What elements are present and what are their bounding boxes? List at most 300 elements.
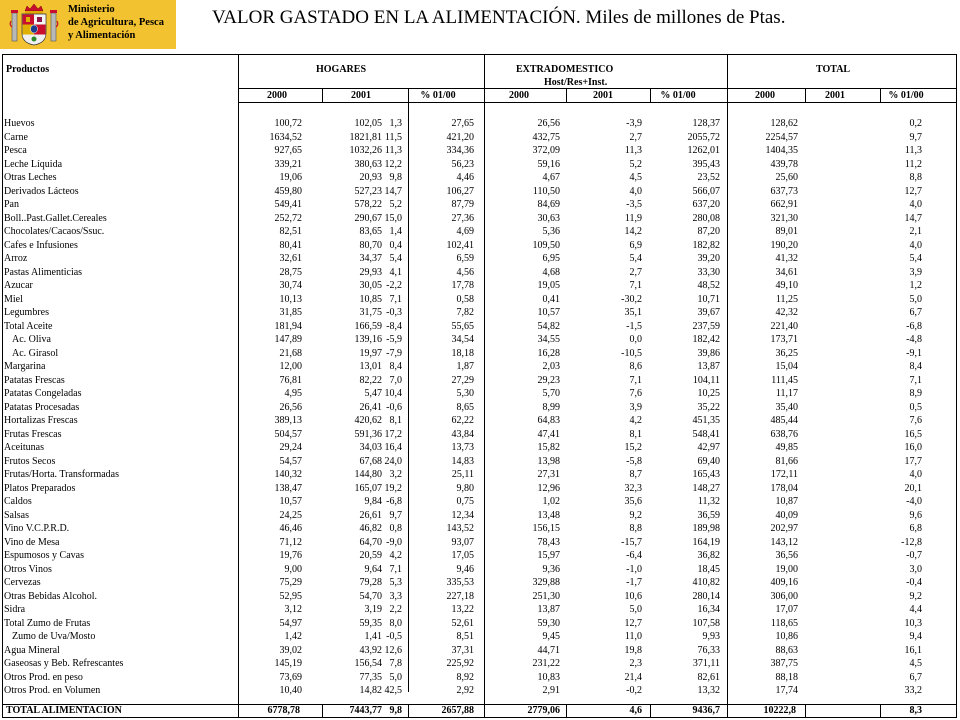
cell-hogares-2000: 100,72	[274, 118, 302, 129]
table-row	[0, 630, 960, 644]
row-product-name: Agua Mineral	[4, 644, 60, 656]
cell-extra-2000: 25,11	[451, 469, 474, 480]
cell-extra-2000: 17,78	[451, 280, 474, 291]
col-header-extra-2000: 2000	[509, 90, 529, 101]
cell-extra-2001: 15,97	[537, 550, 560, 561]
cell-extra-pct: 2,7	[629, 266, 642, 278]
row-product-name: Vino de Mesa	[4, 536, 60, 548]
cell-total-2000: 39,86	[697, 347, 720, 359]
cell-hogares-2001: 54,70	[359, 590, 382, 602]
cell-extra-2000: 9,80	[456, 482, 474, 494]
cell-extra-2001: 13,48	[537, 509, 560, 521]
cell-extra-pct: 5,4	[629, 253, 642, 264]
row-product-name: Platos Preparados	[4, 482, 76, 494]
row-product-name: Pastas Alimenticias	[4, 266, 83, 278]
cell-total-pct: 9,7	[909, 131, 922, 143]
cell-extra-2001: 26,56	[537, 118, 560, 129]
cell-total-pct: 3,0	[909, 563, 922, 575]
cell-total-2001: 41,32	[775, 253, 798, 264]
cell-hogares-2001: 19,97	[359, 347, 382, 359]
cell-hogares-2000: 19,06	[279, 172, 302, 183]
col-header-extra-pct: % 01/00	[660, 90, 696, 101]
cell-extra-2000: 56,23	[451, 158, 474, 170]
table-row	[0, 144, 960, 158]
row-product-name: Otros Prod. en peso	[4, 671, 83, 683]
cell-total-pct: 5,4	[909, 253, 922, 264]
cell-hogares-pct: 9,7	[389, 509, 402, 521]
cell-extra-2000: 6,59	[456, 253, 474, 264]
cell-hogares-2000: 24,25	[279, 509, 302, 521]
cell-extra-2000: 52,61	[451, 617, 474, 629]
cell-total-pct: 4,0	[909, 469, 922, 480]
cell-extra-pct: 8,8	[629, 523, 642, 534]
total-extra-2001: 2779,06	[527, 705, 560, 716]
cell-extra-2001: 329,88	[532, 577, 560, 588]
row-product-name: Legumbres	[4, 307, 49, 318]
cell-total-2001: 19,00	[775, 563, 798, 575]
cell-extra-2001: 5,36	[542, 226, 560, 237]
cell-total-2001: 306,00	[770, 590, 798, 602]
cell-extra-pct: 11,0	[624, 631, 642, 642]
cell-hogares-2000: 252,72	[274, 212, 302, 224]
group-header-extradomestico: EXTRADOMESTICO	[516, 64, 614, 75]
cell-total-2000: 10,71	[697, 293, 720, 305]
cell-hogares-pct: 3,2	[389, 469, 402, 480]
cell-hogares-2001: 43,92	[359, 644, 382, 656]
cell-hogares-pct: 7,1	[389, 293, 402, 305]
cell-extra-2001: 30,63	[537, 212, 560, 224]
cell-total-2000: 280,14	[692, 590, 720, 602]
cell-extra-pct: -15,7	[621, 536, 642, 548]
table-row	[0, 320, 960, 334]
cell-extra-2000: 13,73	[451, 442, 474, 453]
cell-total-pct: 6,8	[909, 523, 922, 534]
cell-extra-pct: -30,2	[621, 293, 642, 305]
column-divider	[805, 88, 806, 102]
cell-hogares-2001: 9,64	[364, 563, 382, 575]
cell-total-2000: 87,20	[697, 226, 720, 237]
cell-total-pct: 33,2	[904, 685, 922, 696]
cell-total-pct: -0,4	[906, 577, 922, 588]
cell-extra-pct: 8,7	[629, 469, 642, 480]
cell-hogares-2001: 34,03	[359, 442, 382, 453]
cell-total-2001: 178,04	[770, 482, 798, 494]
cell-extra-2000: 8,92	[456, 671, 474, 683]
cell-extra-pct: 4,0	[629, 185, 642, 197]
cell-extra-pct: -1,7	[626, 577, 642, 588]
cell-hogares-2000: 76,81	[279, 374, 302, 386]
total-total-2001: 10222,8	[763, 705, 796, 716]
cell-hogares-2000: 73,69	[279, 671, 302, 683]
cell-hogares-2000: 46,46	[279, 523, 302, 534]
cell-total-pct: 7,1	[909, 374, 922, 386]
group-subheader-extradomestico: Host/Res+Inst.	[544, 77, 608, 88]
cell-total-2001: 17,74	[775, 685, 798, 696]
cell-hogares-2000: 31,85	[279, 307, 302, 318]
cell-hogares-2000: 71,12	[279, 536, 302, 548]
cell-hogares-2001: 165,07	[354, 482, 382, 494]
cell-total-2000: 10,25	[697, 388, 720, 399]
ministry-name	[68, 3, 176, 42]
cell-total-2000: 548,41	[692, 428, 720, 440]
cell-hogares-2000: 181,94	[274, 320, 302, 332]
cell-total-2001: 202,97	[770, 523, 798, 534]
cell-extra-2001: 15,82	[537, 442, 560, 453]
row-product-name: Carne	[4, 131, 28, 143]
total-extra-pct: 4,6	[629, 705, 642, 716]
cell-total-2001: 128,62	[770, 118, 798, 129]
cell-total-pct: 4,5	[909, 658, 922, 669]
cell-hogares-pct: 5,4	[389, 253, 402, 264]
cell-hogares-pct: 19,2	[384, 482, 402, 494]
cell-total-2000: 128,37	[692, 118, 720, 129]
cell-total-2000: 1262,01	[687, 145, 720, 156]
cell-extra-2000: 334,36	[446, 145, 474, 156]
cell-total-pct: 4,0	[909, 239, 922, 251]
row-product-name: Ac. Oliva	[12, 334, 51, 345]
row-product-name: Ac. Girasol	[12, 347, 59, 359]
cell-total-2000: 165,43	[692, 469, 720, 480]
cell-extra-pct: 8,1	[629, 428, 642, 440]
cell-hogares-2001: 527,23	[354, 185, 382, 197]
cell-extra-2001: 432,75	[532, 131, 560, 143]
cell-total-2001: 190,20	[770, 239, 798, 251]
cell-extra-pct: -3,9	[626, 118, 642, 129]
cell-hogares-2001: 46,82	[359, 523, 382, 534]
page-title: VALOR GASTADO EN LA ALIMENTACIÓN. Miles de millones de Ptas.	[212, 7, 786, 28]
cell-extra-pct: 11,9	[624, 212, 642, 224]
cell-extra-pct: -5,8	[626, 455, 642, 467]
cell-extra-pct: 7,6	[629, 388, 642, 399]
row-product-name: Frutas Frescas	[4, 428, 62, 440]
cell-extra-2000: 37,31	[451, 644, 474, 656]
table-row	[0, 563, 960, 577]
cell-total-2001: 2254,57	[765, 131, 798, 143]
row-product-name: Otras Bebidas Alcohol.	[4, 590, 98, 602]
cell-hogares-2001: 13,01	[359, 361, 382, 372]
cell-extra-2000: 8,65	[456, 401, 474, 413]
cell-extra-pct: 0,0	[629, 334, 642, 345]
table-row	[0, 158, 960, 172]
cell-hogares-pct: -0,5	[386, 631, 402, 642]
cell-extra-2000: 17,05	[451, 550, 474, 561]
cell-extra-2000: 27,65	[451, 118, 474, 129]
header-rule	[238, 88, 957, 89]
cell-total-2001: 81,66	[775, 455, 798, 467]
cell-hogares-pct: 15,0	[384, 212, 402, 224]
table-row	[0, 414, 960, 428]
table-row	[0, 482, 960, 496]
cell-extra-2001: 29,23	[537, 374, 560, 386]
cell-hogares-pct: 4,2	[389, 550, 402, 561]
cell-total-2000: 107,58	[692, 617, 720, 629]
cell-total-2000: 371,11	[692, 658, 720, 669]
row-product-name: Margarina	[4, 361, 46, 372]
table-row	[0, 657, 960, 671]
cell-hogares-pct: 14,7	[384, 185, 402, 197]
ministry-line-3: y Alimentación	[68, 30, 136, 41]
cell-hogares-pct: 8,0	[389, 617, 402, 629]
cell-hogares-2000: 29,24	[279, 442, 302, 453]
cell-total-2001: 321,30	[770, 212, 798, 224]
cell-extra-2000: 421,20	[446, 131, 474, 143]
cell-extra-2000: 143,52	[446, 523, 474, 534]
cell-total-2001: 88,18	[775, 671, 798, 683]
cell-extra-2001: 12,96	[537, 482, 560, 494]
cell-extra-pct: 12,7	[624, 617, 642, 629]
cell-hogares-pct: 8,1	[389, 415, 402, 426]
cell-total-2000: 33,30	[697, 266, 720, 278]
cell-total-2001: 409,16	[770, 577, 798, 588]
table-row	[0, 509, 960, 523]
cell-hogares-pct: 0,8	[389, 523, 402, 534]
cell-extra-pct: 5,2	[629, 158, 642, 170]
cell-extra-pct: 15,2	[624, 442, 642, 453]
cell-hogares-2000: 1634,52	[269, 131, 302, 143]
row-product-name: Patatas Congeladas	[4, 388, 82, 399]
cell-total-2000: 637,20	[692, 199, 720, 210]
cell-total-pct: 8,4	[909, 361, 922, 372]
cell-total-pct: 9,2	[909, 590, 922, 602]
cell-extra-2000: 27,36	[451, 212, 474, 224]
cell-total-2001: 15,04	[775, 361, 798, 372]
table-row	[0, 441, 960, 455]
ministry-line-2: de Agricultura, Pesca	[68, 17, 164, 28]
table-row	[0, 536, 960, 550]
cell-total-2000: 395,43	[692, 158, 720, 170]
cell-total-2001: 485,44	[770, 415, 798, 426]
row-product-name: Aceitunas	[4, 442, 44, 453]
cell-total-pct: 4,4	[909, 604, 922, 615]
cell-total-2000: 11,32	[697, 496, 720, 507]
cell-hogares-2000: 26,56	[279, 401, 302, 413]
products-header: Productos	[6, 64, 50, 75]
cell-hogares-2001: 578,22	[354, 199, 382, 210]
cell-total-pct: 0,5	[909, 401, 922, 413]
cell-hogares-2001: 82,22	[359, 374, 382, 386]
cell-total-2000: 182,42	[692, 334, 720, 345]
cell-hogares-2000: 28,75	[279, 266, 302, 278]
cell-hogares-pct: 11,5	[384, 131, 402, 143]
row-product-name: Huevos	[4, 118, 35, 129]
table-row	[0, 266, 960, 280]
cell-total-2000: 16,34	[697, 604, 720, 615]
cell-hogares-2001: 64,70	[359, 536, 382, 548]
cell-extra-2001: 59,16	[537, 158, 560, 170]
cell-hogares-pct: 0,4	[389, 239, 402, 251]
cell-extra-2001: 84,69	[537, 199, 560, 210]
cell-hogares-pct: -7,9	[386, 347, 402, 359]
cell-hogares-pct: 12,2	[384, 158, 402, 170]
cell-total-2000: 451,35	[692, 415, 720, 426]
cell-extra-2000: 18,18	[451, 347, 474, 359]
cell-extra-2001: 19,05	[537, 280, 560, 291]
cell-total-pct: 16,5	[904, 428, 922, 440]
cell-total-pct: -4,0	[906, 496, 922, 507]
cell-hogares-pct: 4,1	[389, 266, 402, 278]
row-product-name: Gaseosas y Beb. Refrescantes	[4, 658, 124, 669]
table-row	[0, 185, 960, 199]
cell-hogares-2000: 927,65	[274, 145, 302, 156]
cell-extra-2001: 27,31	[537, 469, 560, 480]
cell-total-pct: 10,3	[904, 617, 922, 629]
cell-total-2001: 1404,35	[765, 145, 798, 156]
cell-total-pct: 16,1	[904, 644, 922, 656]
cell-hogares-2001: 10,85	[359, 293, 382, 305]
header-rule	[238, 102, 957, 103]
cell-extra-2001: 64,83	[537, 415, 560, 426]
row-product-name: Leche Líquida	[4, 158, 63, 170]
cell-hogares-pct: 7,0	[389, 374, 402, 386]
cell-extra-2001: 9,36	[542, 563, 560, 575]
cell-extra-pct: -3,5	[626, 199, 642, 210]
cell-hogares-pct: 1,4	[389, 226, 402, 237]
cell-total-2000: 48,52	[697, 280, 720, 291]
col-header-total-2000: 2000	[755, 90, 775, 101]
cell-hogares-pct: 42,5	[384, 685, 402, 696]
cell-total-pct: 6,7	[909, 307, 922, 318]
cell-hogares-2000: 80,41	[279, 239, 302, 251]
cell-hogares-2001: 20,59	[359, 550, 382, 561]
cell-total-2001: 638,76	[770, 428, 798, 440]
cell-total-pct: -4,8	[906, 334, 922, 345]
row-product-name: Total Zumo de Frutas	[4, 617, 91, 629]
cell-extra-2001: 4,67	[542, 172, 560, 183]
cell-total-pct: 11,3	[904, 145, 922, 156]
cell-hogares-2000: 10,57	[279, 496, 302, 507]
cell-hogares-pct: 1,3	[389, 118, 402, 129]
cell-hogares-2001: 102,05	[354, 118, 382, 129]
cell-hogares-pct: 8,4	[389, 361, 402, 372]
cell-extra-pct: -1,0	[626, 563, 642, 575]
cell-hogares-pct: 16,4	[384, 442, 402, 453]
cell-hogares-2000: 52,95	[279, 590, 302, 602]
row-product-name: Otras Leches	[4, 172, 57, 183]
cell-extra-2000: 227,18	[446, 590, 474, 602]
cell-hogares-2000: 389,13	[274, 415, 302, 426]
cell-extra-pct: -1,5	[626, 320, 642, 332]
cell-hogares-2000: 54,57	[279, 455, 302, 467]
spain-crest-icon	[8, 3, 60, 46]
cell-extra-2000: 43,84	[451, 428, 474, 440]
cell-total-pct: -0,7	[906, 550, 922, 561]
row-product-name: Pan	[4, 199, 19, 210]
row-product-name: Boll..Past.Gallet.Cereales	[4, 212, 107, 224]
table-row	[0, 401, 960, 415]
cell-extra-2001: 251,30	[532, 590, 560, 602]
cell-total-2000: 82,61	[697, 671, 720, 683]
cell-extra-2000: 1,87	[456, 361, 474, 372]
cell-extra-2000: 13,22	[451, 604, 474, 615]
cell-total-pct: 20,1	[904, 482, 922, 494]
cell-total-pct: 6,7	[909, 671, 922, 683]
cell-total-2001: 439,78	[770, 158, 798, 170]
row-product-name: Frutas/Horta. Transformadas	[4, 469, 119, 480]
cell-hogares-2000: 21,68	[279, 347, 302, 359]
table-row	[0, 617, 960, 631]
col-header-hogares-2001: 2001	[351, 90, 371, 101]
cell-extra-2001: 231,22	[532, 658, 560, 669]
cell-extra-2000: 27,29	[451, 374, 474, 386]
cell-total-2001: 49,10	[775, 280, 798, 291]
row-product-name: Otros Vinos	[4, 563, 52, 575]
table-row	[0, 495, 960, 509]
cell-total-pct: 8,9	[909, 388, 922, 399]
total-total-2000: 9436,7	[692, 705, 720, 716]
cell-hogares-2001: 420,62	[354, 415, 382, 426]
cell-total-2001: 17,07	[775, 604, 798, 615]
cell-hogares-2001: 3,19	[364, 604, 382, 615]
cell-extra-2000: 4,46	[456, 172, 474, 183]
table-row	[0, 468, 960, 482]
col-header-extra-2001: 2001	[593, 90, 613, 101]
cell-total-pct: 8,8	[909, 172, 922, 183]
table-row	[0, 590, 960, 604]
cell-total-2000: 566,07	[692, 185, 720, 197]
cell-hogares-2000: 339,21	[274, 158, 302, 170]
cell-hogares-2000: 140,32	[274, 469, 302, 480]
cell-total-pct: 14,7	[904, 212, 922, 224]
cell-hogares-2001: 166,59	[354, 320, 382, 332]
cell-hogares-2001: 59,35	[359, 617, 382, 629]
cell-hogares-pct: -2,2	[386, 280, 402, 291]
col-header-total-2001: 2001	[825, 90, 845, 101]
cell-total-pct: 9,6	[909, 509, 922, 521]
cell-total-2001: 34,61	[775, 266, 798, 278]
total-hogares-2001: 7443,77	[349, 705, 382, 716]
cell-extra-pct: -0,2	[626, 685, 642, 696]
cell-total-pct: 9,4	[909, 631, 922, 642]
cell-total-pct: 0,2	[909, 118, 922, 129]
cell-hogares-pct: -8,4	[386, 320, 402, 332]
table-row	[0, 374, 960, 388]
cell-extra-2000: 0,75	[456, 496, 474, 507]
cell-extra-pct: 8,6	[629, 361, 642, 372]
cell-total-2001: 88,63	[775, 644, 798, 656]
cell-hogares-2001: 9,84	[364, 496, 382, 507]
cell-total-pct: 7,6	[909, 415, 922, 426]
cell-extra-pct: 2,7	[629, 131, 642, 143]
column-divider	[322, 88, 323, 102]
table-row	[0, 131, 960, 145]
cell-total-2000: 39,20	[697, 253, 720, 264]
row-product-name: Total Aceite	[4, 320, 53, 332]
cell-hogares-2000: 459,80	[274, 185, 302, 197]
cell-extra-2001: 1,02	[542, 496, 560, 507]
row-product-name: Frutos Secos	[4, 455, 56, 467]
table-row	[0, 333, 960, 347]
cell-extra-2001: 0,41	[542, 293, 560, 305]
cell-hogares-2001: 139,16	[354, 334, 382, 345]
table-row	[0, 522, 960, 536]
table-row	[0, 239, 960, 253]
cell-total-2001: 35,40	[775, 401, 798, 413]
row-product-name: Vino V.C.P.R.D.	[4, 523, 70, 534]
cell-extra-2001: 372,09	[532, 145, 560, 156]
cell-hogares-2001: 29,93	[359, 266, 382, 278]
cell-total-2001: 49,85	[775, 442, 798, 453]
row-product-name: Pesca	[4, 145, 27, 156]
cell-extra-2001: 4,68	[542, 266, 560, 278]
cell-total-2001: 387,75	[770, 658, 798, 669]
cell-total-2000: 104,11	[692, 374, 720, 386]
cell-total-2000: 148,27	[692, 482, 720, 494]
group-header-total: TOTAL	[816, 64, 851, 75]
col-header-total-pct: % 01/00	[888, 90, 924, 101]
table-row	[0, 171, 960, 185]
table-row	[0, 603, 960, 617]
cell-total-2000: 182,82	[692, 239, 720, 251]
